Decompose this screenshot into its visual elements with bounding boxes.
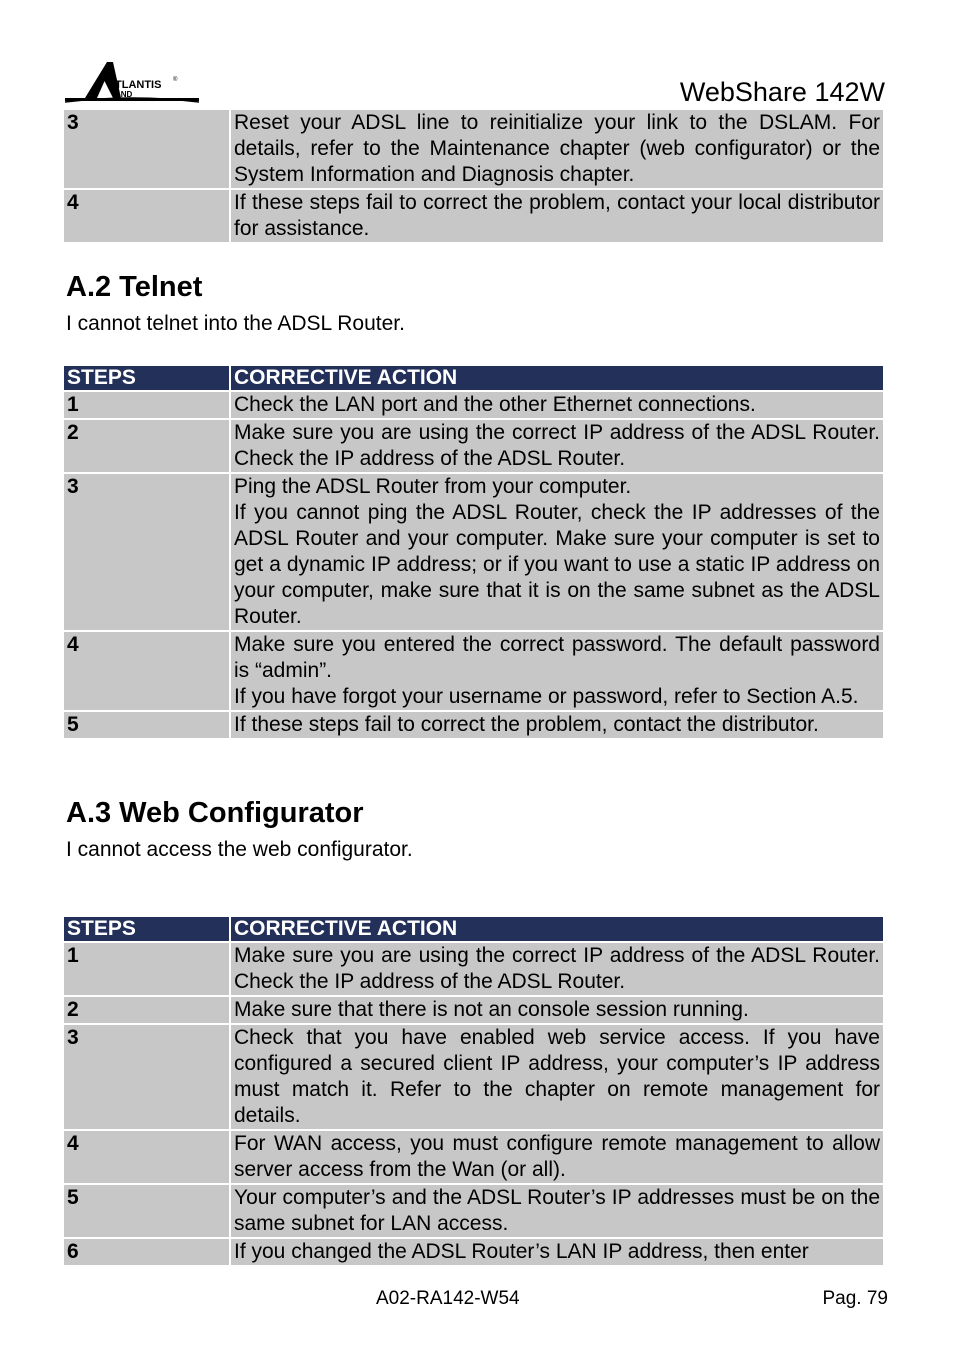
action-paragraph: Check the LAN port and the other Ethernet connections. — [234, 393, 756, 416]
svg-text:TLANTIS: TLANTIS — [115, 79, 162, 91]
corrective-action — [231, 190, 883, 242]
action-paragraph: Make sure that there is not an console session running. — [234, 998, 749, 1021]
column-header-corrective-action: CORRECTIVE ACTION — [231, 917, 883, 941]
step-number: 6 — [64, 1239, 229, 1265]
step-number: 3 — [64, 474, 229, 630]
step-number: 3 — [64, 110, 229, 188]
step-number: 1 — [64, 392, 229, 418]
table-row — [64, 1185, 883, 1237]
action-paragraph: If these steps fail to correct the problem, contact the distributor. — [234, 713, 819, 736]
corrective-action — [231, 1185, 883, 1237]
action-paragraph: Check that you have enabled web service access. If you have configured a secured client IP address, your computer’s IP address must match it. Refer to the chapter on remote management for details. — [234, 1026, 880, 1127]
corrective-action — [231, 712, 883, 738]
action-paragraph: If these steps fail to correct the problem, contact your local distributor for assistance. — [234, 191, 880, 240]
section-title-telnet: A.2 Telnet — [66, 271, 203, 303]
table-row — [64, 632, 883, 710]
table-row — [64, 392, 883, 418]
table-row — [64, 1239, 883, 1265]
step-number: 1 — [64, 943, 229, 995]
action-paragraph: Make sure you are using the correct IP address of the ADSL Router. Check the IP address of the ADSL Router. — [234, 944, 880, 993]
step-number: 5 — [64, 1185, 229, 1237]
corrective-action — [231, 997, 883, 1023]
action-paragraph: If you have forgot your username or password, refer to Section A.5. — [234, 685, 859, 708]
corrective-action — [231, 474, 883, 630]
step-number: 2 — [64, 997, 229, 1023]
action-paragraph: Make sure you entered the correct password. The default password is “admin”. — [234, 633, 880, 682]
footer-page-number: Pag. 79 — [822, 1288, 888, 1309]
svg-text:AND: AND — [115, 90, 133, 99]
action-paragraph: Reset your ADSL line to reinitialize your link to the DSLAM. For details, refer to the Maintenance chapter (web configurator) or the System Information and Diagnosis chapter. — [234, 111, 880, 186]
action-paragraph: Your computer’s and the ADSL Router’s IP addresses must be on the same subnet for LAN access. — [234, 1186, 880, 1235]
action-paragraph: For WAN access, you must configure remote management to allow server access from the Wan (or all). — [234, 1132, 880, 1181]
atlantis-land-logo — [63, 58, 203, 106]
table-header-row — [64, 917, 883, 941]
table-body — [64, 366, 883, 738]
table-row — [64, 943, 883, 995]
step-number: 5 — [64, 712, 229, 738]
corrective-action — [231, 1025, 883, 1129]
table-row — [64, 420, 883, 472]
table-row — [64, 190, 883, 242]
table-row — [64, 712, 883, 738]
corrective-action — [231, 392, 883, 418]
product-name: WebShare 142W — [679, 77, 885, 107]
table-row — [64, 474, 883, 630]
corrective-action — [231, 1131, 883, 1183]
telnet-steps-table — [62, 364, 885, 740]
web-configurator-steps-table — [62, 915, 885, 1267]
column-header-steps: STEPS — [64, 366, 229, 390]
table-body — [64, 917, 883, 1265]
table-row — [64, 1131, 883, 1183]
table-row — [64, 997, 883, 1023]
table-header-row — [64, 366, 883, 390]
svg-text:®: ® — [173, 77, 178, 83]
action-paragraph: If you cannot ping the ADSL Router, check the IP addresses of the ADSL Router and your computer. Make sure your computer is set to get a dynamic IP address; or if you want to use a static IP address on your computer, make sure that it is on the same subnet as the ADSL Router. — [234, 501, 880, 628]
action-paragraph: Ping the ADSL Router from your computer. — [234, 475, 632, 498]
table-row — [64, 110, 883, 188]
step-number: 4 — [64, 632, 229, 710]
action-paragraph: If you changed the ADSL Router’s LAN IP address, then enter — [234, 1240, 809, 1263]
column-header-steps: STEPS — [64, 917, 229, 941]
column-header-corrective-action: CORRECTIVE ACTION — [231, 366, 883, 390]
step-number: 4 — [64, 1131, 229, 1183]
step-number: 3 — [64, 1025, 229, 1129]
action-paragraph: Make sure you are using the correct IP address of the ADSL Router. Check the IP address of the ADSL Router. — [234, 421, 880, 470]
section-title-web-configurator: A.3 Web Configurator — [66, 797, 364, 829]
step-number: 2 — [64, 420, 229, 472]
step-number: 4 — [64, 190, 229, 242]
table-body — [64, 110, 883, 242]
section-intro-telnet: I cannot telnet into the ADSL Router. — [66, 312, 405, 335]
corrective-action — [231, 110, 883, 188]
table-row — [64, 1025, 883, 1129]
corrective-action — [231, 632, 883, 710]
section-intro-web-configurator: I cannot access the web configurator. — [66, 838, 413, 861]
corrective-action — [231, 420, 883, 472]
footer-document-id: A02-RA142-W54 — [376, 1288, 520, 1309]
continued-steps-table — [62, 108, 885, 244]
corrective-action — [231, 943, 883, 995]
corrective-action — [231, 1239, 883, 1265]
